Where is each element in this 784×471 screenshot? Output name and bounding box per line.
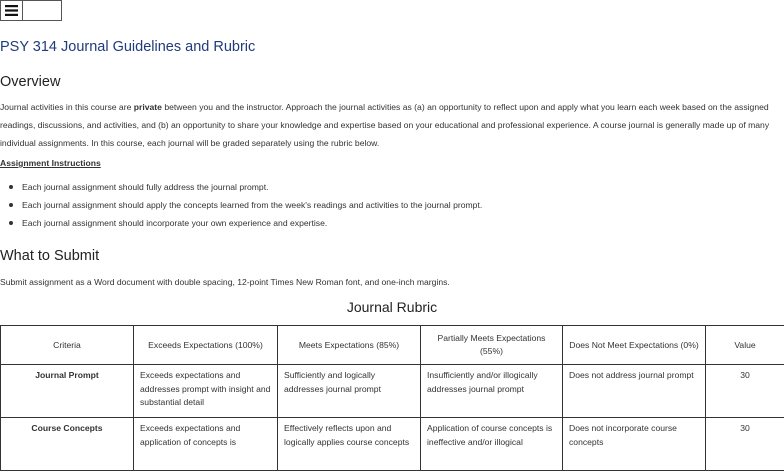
header-criteria: Criteria: [1, 326, 134, 365]
overview-heading: Overview: [0, 74, 60, 90]
table-row: [1, 418, 784, 471]
page-title: PSY 314 Journal Guidelines and Rubric: [0, 39, 255, 55]
overview-text-pre: Journal activities in this course are: [0, 102, 134, 112]
cell-exceeds: Exceeds expectations and addresses prompt with insight and substantial detail: [134, 365, 278, 418]
list-item: Each journal assignment should fully address the journal prompt.: [22, 178, 482, 196]
cell-exceeds: Exceeds expectations and application of concepts is: [134, 418, 278, 471]
cell-meets: Effectively reflects upon and logically applies course concepts: [278, 418, 421, 471]
cell-does-not-meet: Does not incorporate course concepts: [563, 418, 706, 471]
header-value: Value: [706, 326, 784, 365]
list-item: Each journal assignment should apply the concepts learned from the week's readings and activities to the journal prompt.: [22, 196, 482, 214]
header-does-not-meet: Does Not Meet Expectations (0%): [563, 326, 706, 365]
cell-partially-meets: Insufficiently and/or illogically addresses journal prompt: [421, 365, 563, 418]
hamburger-menu-icon: [5, 5, 18, 16]
menu-button[interactable]: [1, 1, 23, 20]
cell-meets: Sufficiently and logically addresses journal prompt: [278, 365, 421, 418]
assignment-instructions-heading: Assignment Instructions: [0, 158, 101, 168]
rubric-title: Journal Rubric: [0, 299, 784, 315]
what-to-submit-heading: What to Submit: [0, 248, 99, 264]
toolbar-field[interactable]: [23, 1, 61, 20]
table-row: [1, 365, 784, 418]
overview-paragraph: [0, 98, 784, 152]
cell-partially-meets: Application of course concepts is ineffective and/or illogical: [421, 418, 563, 471]
header-meets: Meets Expectations (85%): [278, 326, 421, 365]
cell-does-not-meet: Does not address journal prompt: [563, 365, 706, 418]
header-partially-meets: Partially Meets Expectations (55%): [421, 326, 563, 365]
cell-value: 30: [706, 418, 784, 471]
cell-criteria: Journal Prompt: [1, 365, 134, 418]
list-item: Each journal assignment should incorporate your own experience and expertise.: [22, 214, 482, 232]
overview-text-post: between you and the instructor. Approach the journal activities as (a) an opportunity to reflect upon and apply what you learn each week based on the assigned readings, discussions, and activities, and (b) an opportunity to share your knowledge and expertise based on your educational and professional experience. A course journal is generally made up of many individual assignments. In this course, each journal will be graded separately using the rubric below.: [0, 102, 769, 148]
top-toolbar: [0, 0, 62, 21]
cell-value: 30: [706, 365, 784, 418]
cell-criteria: Course Concepts: [1, 418, 134, 471]
what-to-submit-text: Submit assignment as a Word document with double spacing, 12-point Times New Roman font, and one-inch margins.: [0, 273, 784, 291]
instruction-list: [0, 178, 482, 232]
header-exceeds: Exceeds Expectations (100%): [134, 326, 278, 365]
overview-text-bold: private: [134, 102, 162, 112]
rubric-table: [0, 325, 784, 471]
table-header-row: [1, 326, 784, 365]
